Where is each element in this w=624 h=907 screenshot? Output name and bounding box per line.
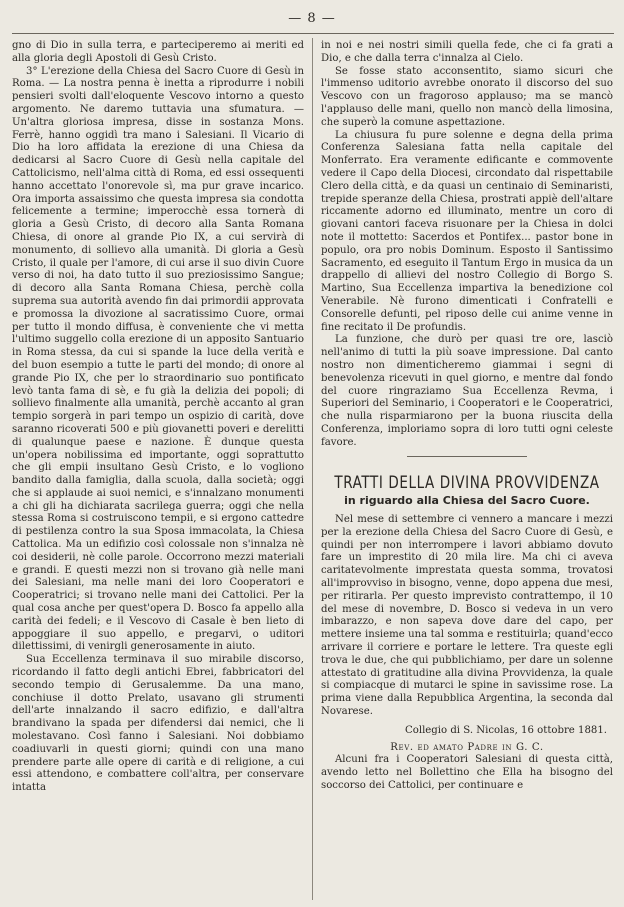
left-column bbox=[12, 40, 304, 795]
section-subtitle: in riguardo alla Chiesa del Sacro Cuore. bbox=[344, 494, 590, 508]
paragraph: La chiusura fu pure solenne e degna della prima Conferenza Salesiana fatta nella capitale del Monferrato. Era veramente edificante e commovente vedere il Capo della Diocesi, circondato dal rispettabile Clero della città, e da quasi un centinaio di Seminaristi, trepide speranze della Chiesa, prostrati appiè dell'altare riccamente adorno ed illuminato, mentre un coro di giovani cantori faceva risuonare per la Chiesa in dolci note il mottetto: Sacerdos et Pontifex... pastor bone in populo, ora pro nobis Dominum. Esposto il Santissimo Sacramento, ed eseguito il Tantum Ergo in musica da un drappello di allievi del nostro Collegio di Borgo S. Martino, Sua Eccellenza impartiva la benedizione col Venerabile. Nè furono dimenticati i Confratelli e Consorelle defunti, pel riposo delle cui anime venne in fine recitato il De profundis. bbox=[321, 129, 613, 333]
page-number: — 8 — bbox=[288, 11, 336, 26]
paragraph: Se fosse stato acconsentito, siamo sicuri che l'immenso uditorio avrebbe onorato il discorso del suo Vescovo con un fragoroso applauso; ma se mancò l'applauso delle mani, quello non mancò della limosina, che superò la comune aspettazione. bbox=[321, 65, 613, 128]
letter-date: Collegio di S. Nicolas, 16 ottobre 1881. bbox=[404, 724, 607, 736]
right-column bbox=[321, 40, 613, 793]
column-divider bbox=[312, 38, 313, 900]
paragraph: Nel mese di settembre ci vennero a mancare i mezzi per la erezione della Chiesa del Sacro Cuore di Gesù, e quindi per non interrompere i lavori abbiamo dovuto fare un imprestito di 20 mila lire. Ma chi ci aveva caritatevolmente imprestata questa somma, trovatosi all'improvviso in bisogno, venne, dopo appena due mesi, per ritirarla. Per questo imprevisto contrattempo, il 10 del mese di novembre, D. Bosco si vedeva in un vero imbarazzo, e non sapeva dove dare del capo, per mettere insieme una tal somma e restituirla; quand'ecco arrivare il corriere e portare le lettere. Tra queste egli trova le due, che qui pubblichiamo, per dare un solenne attestato di gratitudine alla divina Provvidenza, la quale si compiacque di mutarci le spine in savissime rose. La prima viene dalla Repubblica Argentina, la seconda dal Novarese. bbox=[321, 514, 613, 718]
paragraph: in noi e nei nostri simili quella fede, che ci fa grati a Dio, e che dalla terra c'innalza al Cielo. bbox=[321, 40, 613, 64]
header-rule bbox=[12, 33, 614, 34]
letter-salutation: Rev. ed amato Padre in G. C. bbox=[390, 741, 544, 753]
paragraph: gno di Dio in sulla terra, e parteciperemo ai meriti ed alla gloria degli Apostoli di Gesù Cristo. bbox=[12, 40, 304, 64]
paragraph: 3° L'erezione della Chiesa del Sacro Cuore di Gesù in Roma. — La nostra penna è inetta a riprodurre i nobili pensieri svolti dall'eloquente Vescovo intorno a questo argomento. Ne daremo tuttavia una sfumatura. — Un'altra gloriosa impresa, disse in sostanza Mons. Ferrè, hanno oggidì tra mano i Salesiani. Il Vicario di Dio ha loro affidata la erezione di una Chiesa da dedicarsi al Sacro Cuore di Gesù nella capitale del Cattolicismo, nell'alma città di Roma, ed essi ossequenti hanno accettato l'onorevole sì, ma pur grave incarico. Ora importa assaissimo che questa impresa sia condotta felicemente a termine; imperocchè essa tornerà di gloria a Gesù Cristo, di decoro alla Santa Romana Chiesa, di onore al grande Pio IX, a cui servirà di monumento, di sollievo alla umanità. Di gloria a Gesù Cristo, il quale per l'amore, di cui arse il suo divin Cuore verso di noi, ha dato tutto il suo preziosissimo Sangue; di decoro alla Santa Romana Chiesa, perchè colla suprema sua autorità avendo fin dai primordii approvata e promossa la divozione al sacratissimo Cuore, ormai per tutto il mondo diffusa, è conveniente che vi metta l'ultimo suggello colla erezione di un apposito Santuario in Roma stessa, da cui si spande la luce della verità e del buon esempio a tutte le parti del mondo; di onore al grande Pio IX, che per lo straordinario suo pontificato levò tanta fama di sè, e fu già la delizia dei popoli; di sollievo finalmente alla umanità, perchè accanto al gran tempio sorgerà in pari tempo un ospizio di carità, dove saranno ricoverati 500 e più giovanetti poveri e derelitti di qualunque paese e nazione. È dunque questa un'opera nobilissima ed importante, oggi soprattutto che gli empii insultano Gesù Cristo, e lo vogliono bandito dalla famiglia, dalla scuola, dalla società; oggi che si applaude ai suoi nemici, e s'innalzano monumenti a chi gli ha dichiarata sacrilega guerra; oggi che nella stessa Roma si costruiscono tempii, e si ergono cattedre di pestilenza contro la sua Sposa immacolata, la Chiesa Cattolica. Ma un edifizio così colossale non s'innalza nè coi desiderii, nè colle parole. Occorrono mezzi materiali e grandi. E questi mezzi non si trovano già nelle mani dei Salesiani, ma nelle mani dei loro Cooperatori e Cooperatrici; si trovano nelle mani dei Cattolici. Per la qual cosa anche per quest'opera D. Bosco fa appello alla carità dei fedeli; e il Vescovo di Casale è ben lieto di appoggiare il suo appello, e pregarvi, o uditori dilettissimi, di venirgli generosamente in aiuto. bbox=[12, 65, 304, 653]
paragraph: Sua Eccellenza terminava il suo mirabile discorso, ricordando il fatto degli antichi Ebrei, fabbricatori del secondo tempio di Gerusalemme. Da una mano, conchiuse il dotto Prelato, usavano gli strumenti dell'arte innalzando il sacro edifizio, e dall'altra brandivano la spada per difendersi dai nemici, che li molestavano. Così fanno i Salesiani. Noi dobbiamo coadiuvarli in questi giorni; quindi con una mano prendere parte alle opere di carità e di religione, a cui essi attendono, e combattere coll'altra, per conservare intatta bbox=[12, 654, 304, 794]
section-rule bbox=[407, 456, 527, 457]
section-title: TRATTI DELLA DIVINA PROVVIDENZA bbox=[334, 472, 600, 493]
paragraph: Alcuni fra i Cooperatori Salesiani di questa città, avendo letto nel Bollettino che Ella ha bisogno del soccorso dei Cattolici, per continuare e bbox=[321, 754, 613, 792]
paragraph: La funzione, che durò per quasi tre ore, lasciò nell'animo di tutti la più soave impressione. Dal canto nostro non dimenticheremo giammai i segni di benevolenza ricevuti in quel giorno, e mentre dal fondo del cuore ringraziamo Sua Eccellenza Revma, i Superiori del Seminario, i Cooperatori e le Cooperatrici, che nulla risparmiarono per la buona riuscita della Conferenza, imploriamo sopra di loro tutti ogni celeste favore. bbox=[321, 334, 613, 448]
